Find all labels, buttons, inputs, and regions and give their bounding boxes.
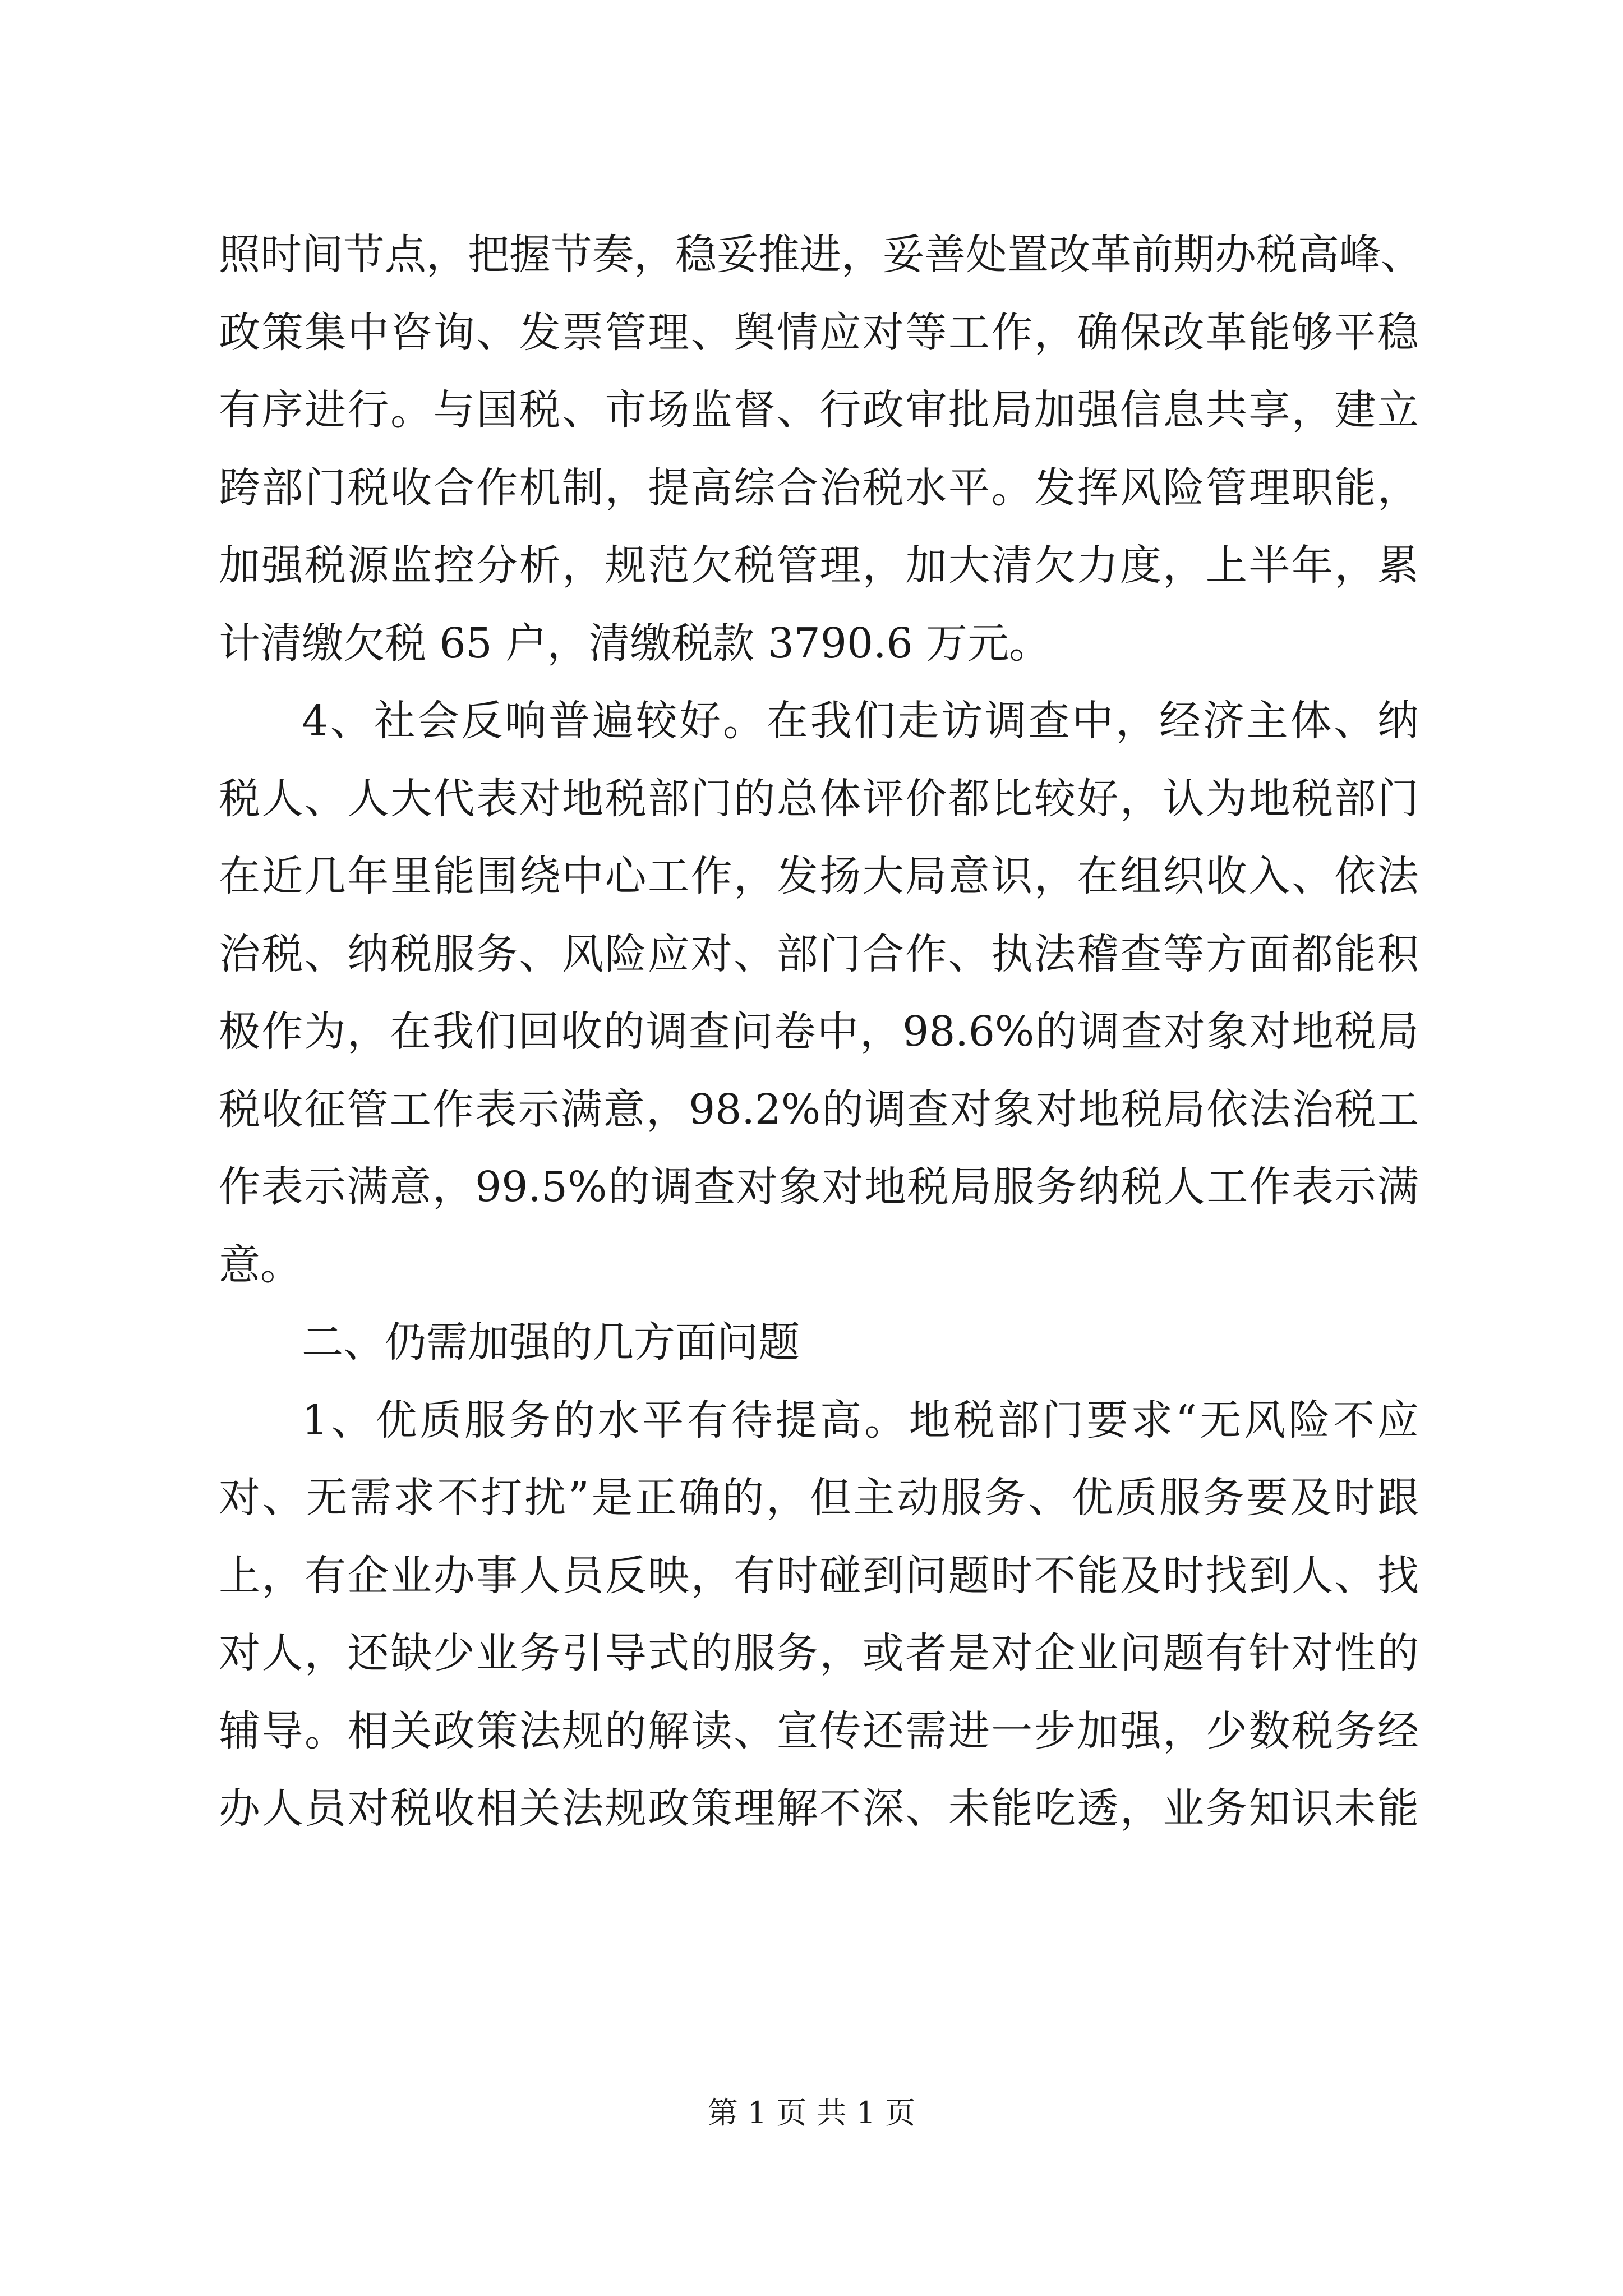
text-line: 作表示满意，99.5%的调查对象对地税局服务纳税人工作表示满: [219, 1163, 1419, 1211]
text-line: 治税、纳税服务、风险应对、部门合作、执法稽查等方面都能积: [219, 930, 1419, 978]
text-line: 4、社会反响普遍较好。在我们走访调查中，经济主体、纳: [302, 697, 1419, 745]
text-line: 加强税源监控分析，规范欠税管理，加大清欠力度，上半年，累: [219, 541, 1419, 590]
text-line: 1、优质服务的水平有待提高。地税部门要求“无风险不应: [302, 1396, 1419, 1444]
page-footer: 第 1 页 共 1 页: [707, 2095, 916, 2131]
text-line: 照时间节点，把握节奏，稳妥推进，妥善处置改革前期办税高峰、: [219, 231, 1422, 279]
text-line: 有序进行。与国税、市场监督、行政审批局加强信息共享，建立: [219, 386, 1419, 434]
text-line: 办人员对税收相关法规政策理解不深、未能吃透，业务知识未能: [219, 1784, 1419, 1833]
section-heading: 二、仍需加强的几方面问题: [302, 1318, 800, 1366]
text-line: 在近几年里能围绕中心工作，发扬大局意识，在组织收入、依法: [219, 852, 1419, 900]
text-line: 意。: [219, 1240, 302, 1289]
text-line: 计清缴欠税 65 户，清缴税款 3790.6 万元。: [219, 619, 1051, 668]
document-body: [219, 216, 1422, 1848]
text-line: 对、无需求不打扰”是正确的，但主动服务、优质服务要及时跟: [219, 1474, 1419, 1522]
text-line: 辅导。相关政策法规的解读、宣传还需进一步加强，少数税务经: [219, 1706, 1419, 1755]
text-line: 对人，还缺少业务引导式的服务，或者是对企业问题有针对性的: [219, 1629, 1419, 1677]
text-line: 上，有企业办事人员反映，有时碰到问题时不能及时找到人、找: [219, 1551, 1419, 1600]
text-line: 极作为，在我们回收的调查问卷中，98.6%的调查对象对地税局: [219, 1007, 1419, 1056]
text-line: 跨部门税收合作机制，提高综合治税水平。发挥风险管理职能，: [219, 463, 1419, 512]
text-line: 税收征管工作表示满意，98.2%的调查对象对地税局依法治税工: [219, 1085, 1419, 1134]
text-line: 政策集中咨询、发票管理、舆情应对等工作，确保改革能够平稳: [219, 308, 1419, 357]
text-line: 税人、人大代表对地税部门的总体评价都比较好，认为地税部门: [219, 774, 1419, 823]
